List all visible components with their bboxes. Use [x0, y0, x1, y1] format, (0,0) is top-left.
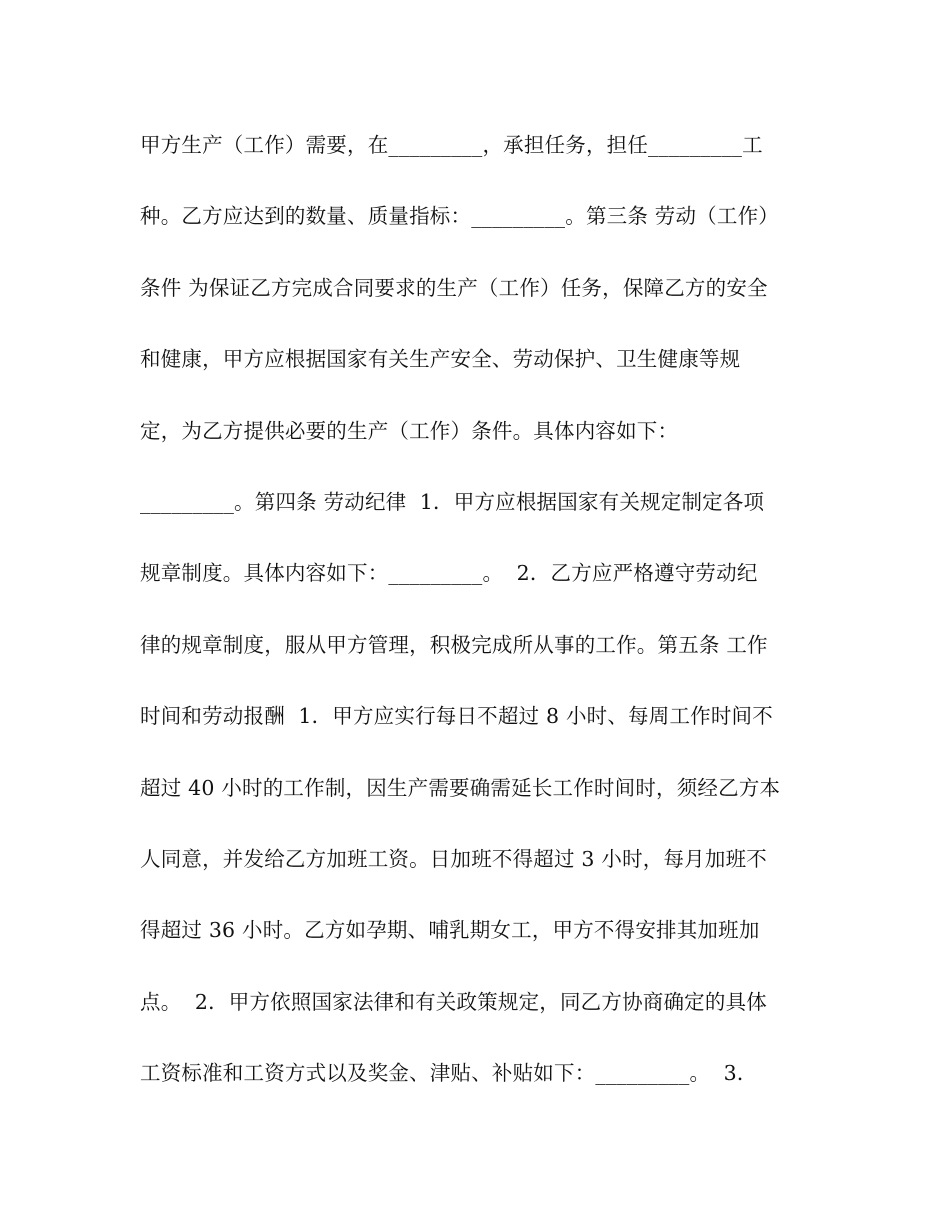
text-line: 得超过 36 小时。乙方如孕期、哺乳期女工，甲方不得安排其加班加 — [140, 918, 760, 943]
text-line: 人同意，并发给乙方加班工资。日加班不得超过 3 小时，每月加班不 — [140, 846, 767, 871]
text-line: 超过 40 小时的工作制，因生产需要确需延长工作时间时，须经乙方本 — [140, 775, 781, 800]
text-line: 和健康，甲方应根据国家有关生产安全、劳动保护、卫生健康等规 — [140, 347, 741, 372]
text-line: 甲方生产（工作）需要，在_________，承担任务，担任_________工 — [140, 133, 763, 157]
text-line: 时间和劳动报酬 1．甲方应实行每日不超过 8 小时、每周工作时间不 — [140, 704, 773, 729]
text-line: 律的规章制度，服从甲方管理，积极完成所从事的工作。第五条 工作 — [140, 632, 768, 657]
text-line: 点。 2．甲方依照国家法律和有关政策规定，同乙方协商确定的具体 — [140, 989, 767, 1014]
text-line: 条件 为保证乙方完成合同要求的生产（工作）任务，保障乙方的安全 — [140, 275, 768, 300]
text-line: 规章制度。具体内容如下：_________。 2．乙方应严格遵守劳动纪 — [140, 561, 758, 586]
contract-body-text — [140, 121, 820, 1120]
text-line: 工资标准和工资方式以及奖金、津贴、补贴如下：_________。 3． — [140, 1061, 758, 1086]
text-line: 种。乙方应达到的数量、质量指标：_________。第三条 劳动（工作） — [140, 204, 779, 229]
text-line: 定，为乙方提供必要的生产（工作）条件。具体内容如下： — [140, 418, 679, 443]
text-line: _________。第四条 劳动纪律 1．甲方应根据国家有关规定制定各项 — [140, 489, 765, 514]
